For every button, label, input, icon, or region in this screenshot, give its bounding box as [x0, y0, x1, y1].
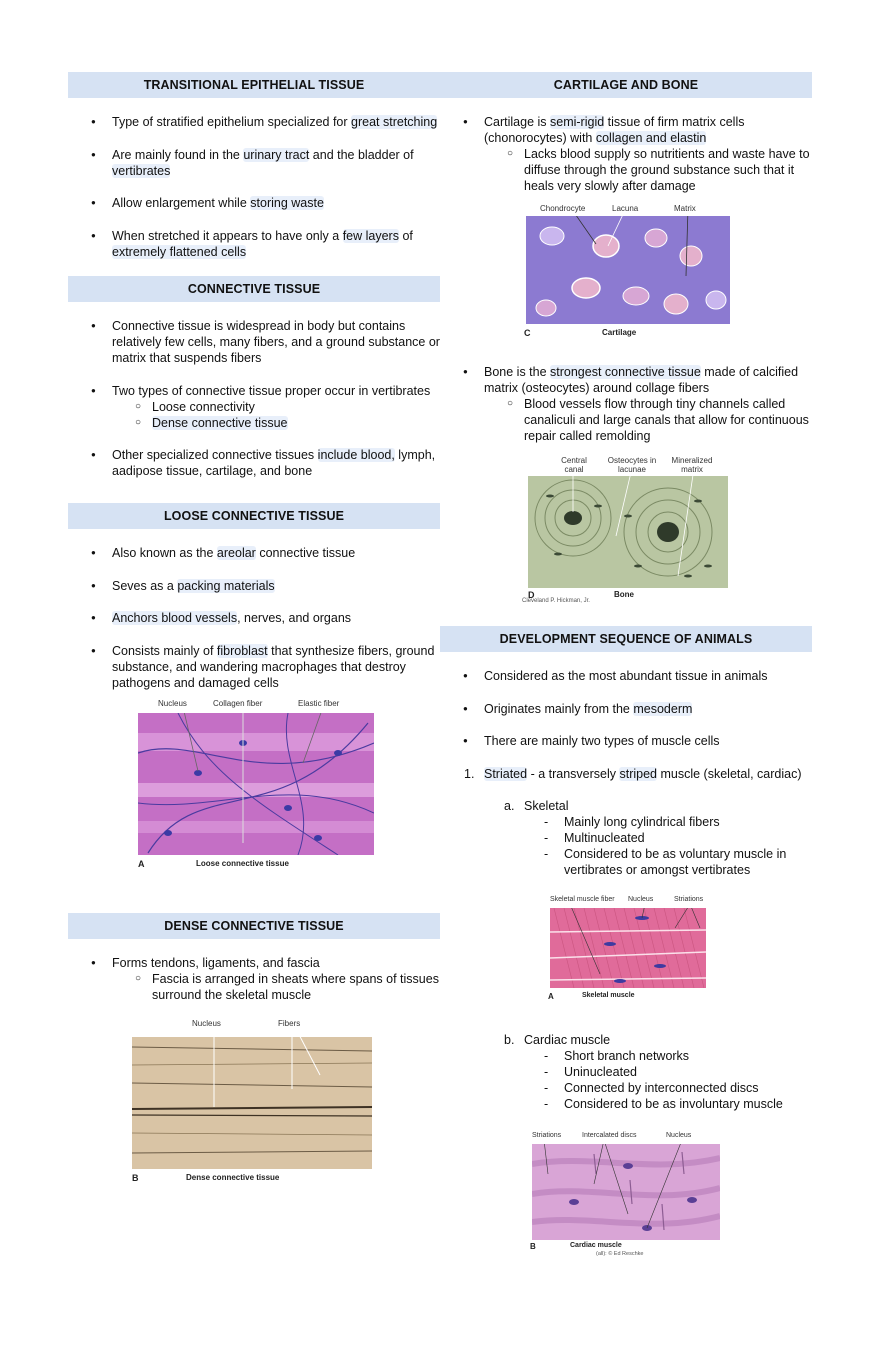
loose-list: [68, 545, 440, 691]
text: that synthesize fibers, ground substance, and wandering macrophages that destroy pathogens and damaged cells: [112, 643, 435, 690]
list-item: [440, 364, 812, 444]
bone-figure: [522, 454, 732, 606]
text: Forms tendons, ligaments, and fascia: [112, 955, 320, 970]
list-item: [68, 643, 440, 691]
text: Type of stratified epithelium specialized for: [112, 115, 352, 129]
figure-label: Central canal: [561, 456, 587, 474]
list-item: ● Connective tissue is widespread in body but contains relatively few cells, many fibers, and a ground substance or matrix that suspends fibers: [68, 318, 440, 366]
loose-connective-figure: [138, 699, 374, 879]
figure-label: Elastic fiber: [298, 698, 340, 708]
figure-label: Skeletal muscle fiber: [550, 895, 615, 903]
section-header-cartilage: CARTILAGE AND BONE: [440, 72, 812, 98]
list-item: [68, 228, 440, 260]
sub-list: [484, 146, 812, 194]
cardiac-muscle-figure: [530, 1132, 726, 1262]
highlight: collagen and elastin: [595, 131, 707, 145]
loose-tissue-micrograph: [138, 713, 374, 855]
sub-item: ○ Loose connectivity: [112, 399, 440, 415]
figure-credit: Cleveland P. Hickman, Jr.: [522, 598, 590, 604]
figure-label: Mineralized matrix: [671, 456, 713, 474]
sub-item: ○ Fascia is arranged in sheats where spans of tissues surround the skeletal muscle: [112, 971, 440, 1003]
dense-connective-figure: [132, 1019, 376, 1189]
figure-caption: Skeletal muscle: [582, 991, 635, 999]
highlight: semi-rigid: [550, 115, 605, 129]
text: Seves as a: [112, 578, 178, 593]
figure-letter: B: [530, 1241, 536, 1251]
bone-list: [440, 364, 812, 444]
text: Allow enlargement while: [112, 196, 251, 210]
figure-letter: B: [132, 1173, 139, 1183]
list-item: - Considered to be as voluntary muscle in vertibrates or amongst vertibrates: [524, 846, 812, 878]
sub-list: [112, 971, 440, 1003]
highlight: urinary tract: [243, 147, 310, 162]
highlight: few layers: [342, 228, 399, 243]
text: tissue of firm matrix cells (chonorocytes) with: [484, 115, 745, 145]
section-header-transitional: TRANSITIONAL EPITHELIAL TISSUE: [68, 72, 440, 98]
list-item: [68, 195, 440, 211]
development-list: [440, 668, 812, 749]
left-column: [68, 72, 440, 1189]
list-item: [68, 610, 440, 626]
list-item: - Considered to be as involuntary muscle: [524, 1096, 812, 1112]
cardiac-muscle-micrograph: [532, 1144, 720, 1240]
skeletal-muscle-micrograph: [550, 908, 706, 988]
text: Also known as the: [112, 546, 217, 560]
text: Cartilage is: [484, 115, 550, 129]
figure-label: Fibers: [278, 1019, 301, 1028]
connective-list: [68, 318, 440, 479]
list-item: [68, 545, 440, 561]
skeletal-list: [524, 814, 812, 878]
text: Consists mainly of: [112, 643, 217, 658]
sub-item: ○ Lacks blood supply so nutritients and waste have to diffuse through the ground substance such that it heals very slowly after damage: [484, 146, 812, 194]
highlight: strongest connective tissue: [550, 365, 701, 379]
section-header-development: DEVELOPMENT SEQUENCE OF ANIMALS: [440, 626, 812, 652]
figure-label: Chondrocyte: [540, 204, 586, 213]
list-item: ● Considered as the most abundant tissue in animals: [440, 668, 812, 684]
dense-list: [68, 955, 440, 1003]
highlight: great stretching: [351, 115, 438, 129]
list-item: [440, 114, 812, 194]
cartilage-list: [440, 114, 812, 194]
figure-letter: A: [548, 991, 554, 1001]
highlight: Dense connective tissue: [152, 415, 288, 430]
list-item: [68, 955, 440, 1003]
list-item: [68, 447, 440, 479]
dense-tissue-micrograph: [132, 1037, 372, 1169]
section-header-connective: CONNECTIVE TISSUE: [68, 276, 440, 302]
list-letter: a.: [504, 798, 515, 813]
figure-label: Nucleus: [628, 895, 654, 903]
list-item: [68, 114, 440, 130]
highlight: storing waste: [250, 196, 324, 210]
figure-letter: D: [528, 590, 535, 600]
sub-item: [112, 415, 440, 431]
figure-label: Collagen fiber: [213, 698, 263, 708]
right-column: [440, 72, 812, 1262]
skeletal-muscle-figure: [548, 896, 712, 1006]
figure-label: Osteocytes in lacunae: [607, 456, 657, 474]
text: Bone is the: [484, 365, 551, 379]
subsection-title: Skeletal: [524, 798, 569, 813]
list-item: [68, 147, 440, 179]
figure-caption: Cartilage: [602, 328, 637, 337]
highlight: Anchors blood vessels: [112, 611, 238, 625]
highlight: vertibrates: [112, 163, 171, 178]
text: made of calcified matrix (osteocytes) around collage fibers: [484, 365, 799, 395]
list-item: - Connected by interconnected discs: [524, 1080, 812, 1096]
figure-letter: A: [138, 858, 145, 869]
section-header-loose: LOOSE CONNECTIVE TISSUE: [68, 503, 440, 529]
figure-label: Lacuna: [612, 204, 639, 213]
cartilage-figure: [524, 204, 732, 344]
figure-letter: C: [524, 328, 531, 338]
text: and the bladder of: [309, 147, 414, 162]
figure-caption: Bone: [614, 590, 634, 599]
list-item: [440, 701, 812, 717]
list-item: - Multinucleated: [524, 830, 812, 846]
sub-list: [484, 396, 812, 444]
sub-item: ○ Blood vessels flow through tiny channels called canaliculi and large canals that allow for continuous repair called remolding: [484, 396, 812, 444]
list-letter: b.: [504, 1032, 515, 1047]
sub-list: [112, 399, 440, 431]
text: - a transversely: [527, 766, 620, 781]
figure-label: Matrix: [674, 204, 696, 213]
highlight: fibroblast: [216, 643, 268, 658]
text: Are mainly found in the: [112, 147, 244, 162]
text: Originates mainly from the: [484, 701, 634, 716]
figure-label: Nucleus: [192, 1019, 221, 1028]
figure-credit: (all): © Ed Reschke: [596, 1250, 644, 1257]
figure-caption: Dense connective tissue: [186, 1173, 280, 1182]
list-item: [68, 383, 440, 431]
list-item: - Short branch networks: [524, 1048, 812, 1064]
list-item: - Uninucleated: [524, 1064, 812, 1080]
highlight: mesoderm: [633, 701, 693, 716]
list-item: [68, 578, 440, 594]
highlight: areolar: [216, 546, 256, 560]
figure-caption: Loose connective tissue: [196, 858, 289, 868]
bone-micrograph: [528, 476, 728, 588]
figure-label: Intercalated discs: [582, 1131, 637, 1139]
text: When stretched it appears to have only a: [112, 228, 343, 243]
transitional-list: [68, 114, 440, 260]
figure-caption: Cardiac muscle: [570, 1241, 622, 1249]
list-item: ● There are mainly two types of muscle cells: [440, 733, 812, 749]
skeletal-subsection: [440, 798, 812, 878]
text: muscle (skeletal, cardiac): [657, 766, 802, 781]
highlight: packing materials: [177, 578, 275, 593]
figure-label: Nucleus: [158, 698, 187, 708]
highlight: extremely flattened cells: [112, 244, 247, 259]
figure-label: Striations: [674, 895, 704, 903]
cardiac-list: [524, 1048, 812, 1112]
highlight: include blood,: [317, 448, 395, 462]
text: Two types of connective tissue proper occur in vertibrates: [112, 383, 431, 398]
cartilage-micrograph: [526, 216, 730, 324]
figure-label: Nucleus: [666, 1131, 692, 1139]
numbered-item-striated: [440, 766, 812, 782]
text: connective tissue: [255, 546, 356, 560]
highlight: striped: [619, 766, 658, 781]
section-header-dense: DENSE CONNECTIVE TISSUE: [68, 913, 440, 939]
text: , nerves, and organs: [237, 611, 352, 625]
text: of: [398, 228, 413, 243]
list-number: 1.: [464, 766, 475, 781]
text: Other specialized connective tissues: [112, 448, 318, 462]
list-item: - Mainly long cylindrical fibers: [524, 814, 812, 830]
subsection-title: Cardiac muscle: [524, 1032, 611, 1047]
highlight: Striated: [484, 766, 528, 781]
cardiac-subsection: [440, 1032, 812, 1112]
text: lymph, aadipose tissue, cartilage, and bone: [112, 448, 436, 478]
figure-label: Striations: [532, 1131, 562, 1139]
